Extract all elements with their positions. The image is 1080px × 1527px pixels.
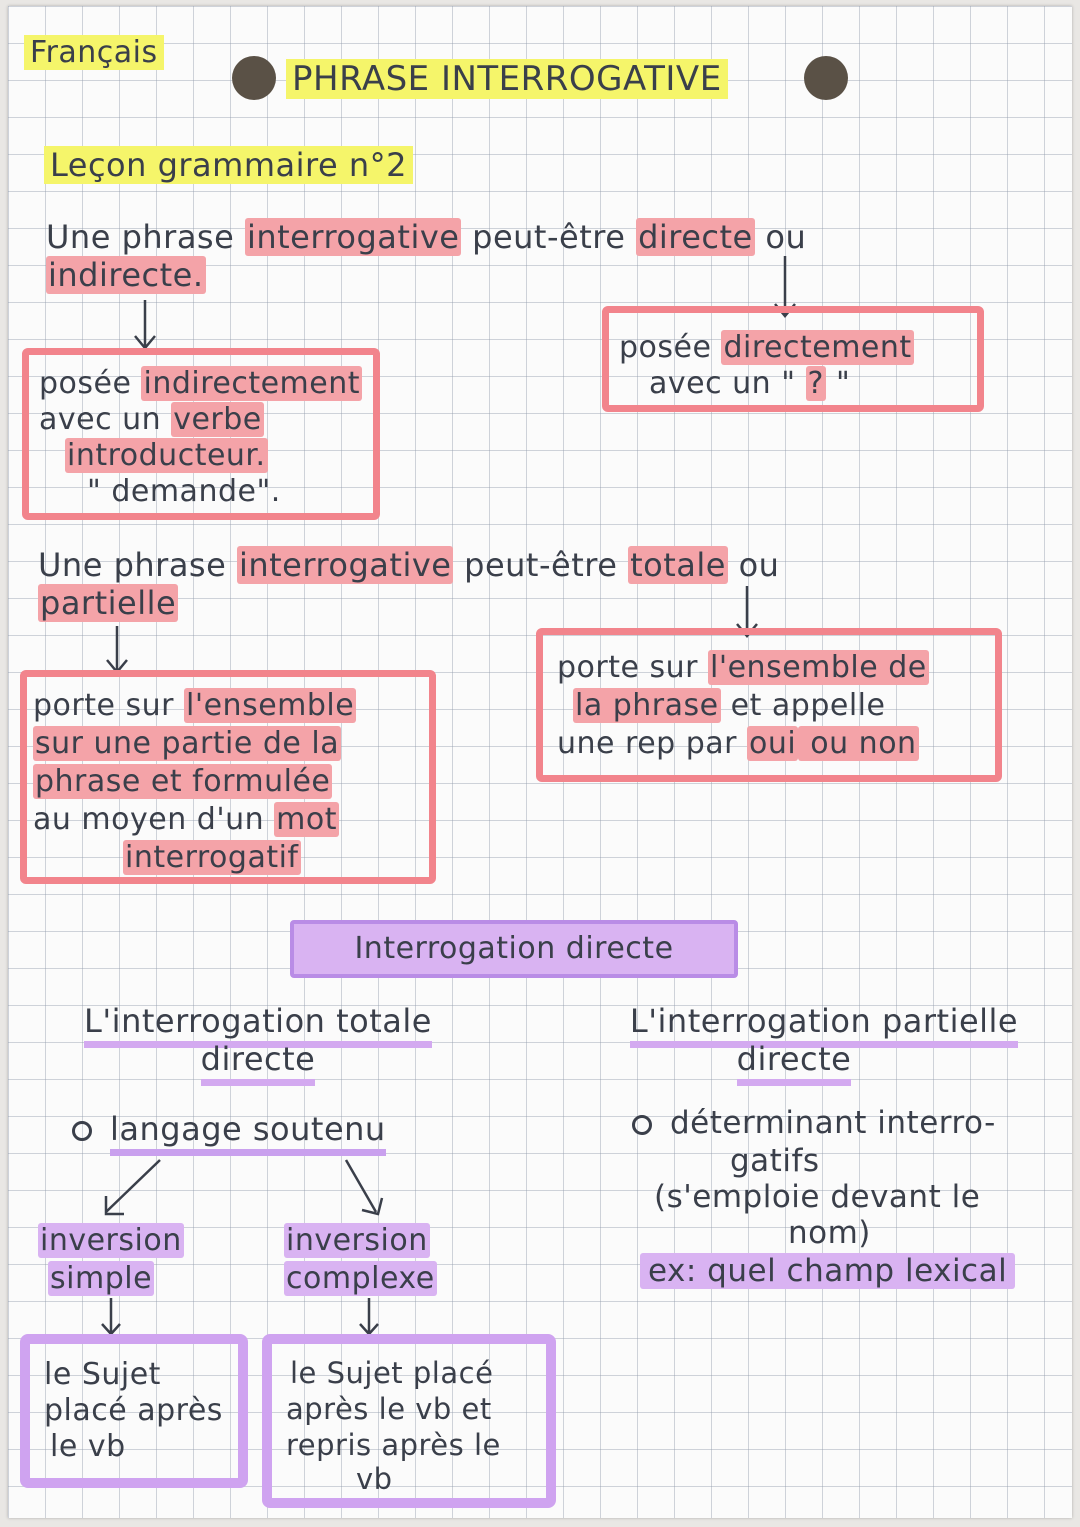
arrow-down-icon xyxy=(130,298,160,352)
indirect-line2: avec un verbe xyxy=(39,402,262,437)
partial-line5: interrogatif xyxy=(125,840,299,875)
s2-text-e: ou xyxy=(727,546,780,584)
total-definition-box xyxy=(536,628,1002,782)
page-title: PHRASE INTERROGATIVE xyxy=(286,60,728,98)
complex-box-line2: après le vb et xyxy=(286,1392,492,1426)
partial-line2: sur une partie de la xyxy=(35,726,340,761)
arrow-down-right-icon xyxy=(342,1156,392,1220)
right-title-line2: directe xyxy=(614,1040,974,1078)
inversion-complexe-line2: complexe xyxy=(286,1261,435,1296)
total-line3: une rep par oui ou non xyxy=(557,726,917,761)
arrow-down-icon xyxy=(96,1296,126,1338)
arrow-down-icon xyxy=(354,1296,384,1338)
s2-text-a: Une phrase xyxy=(38,546,237,584)
s1-text-c: peut-être xyxy=(461,218,637,256)
s2-interrogative: interrogative xyxy=(238,546,452,584)
partial-line1: porte sur l'ensemble xyxy=(33,688,355,723)
s2-text-c: peut-être xyxy=(453,546,629,584)
complex-box-line1: le Sujet placé xyxy=(290,1356,494,1390)
simple-box-line2: placé après xyxy=(44,1393,223,1428)
left-title-line2: directe xyxy=(48,1040,468,1078)
partial-line4: au moyen d'un mot xyxy=(33,802,337,837)
inversion-complexe-line1: inversion xyxy=(286,1223,428,1258)
s2-sentence-line1 xyxy=(38,546,779,584)
left-title-line1: L'interrogation totale xyxy=(48,1002,468,1040)
inversion-simple-line2: simple xyxy=(50,1261,153,1296)
interrogation-directe-heading-box xyxy=(290,920,738,978)
example-line: ex: quel champ lexical xyxy=(640,1252,1015,1290)
direct-line1: posée directement xyxy=(619,330,912,365)
right-title-line1: L'interrogation partielle xyxy=(614,1002,1034,1040)
interrogation-directe-heading: Interrogation directe xyxy=(354,931,674,966)
s1-sentence-line1 xyxy=(46,218,806,256)
total-line1: porte sur l'ensemble de xyxy=(557,650,927,685)
s1-text-e: ou xyxy=(754,218,807,256)
arrow-down-icon xyxy=(102,624,132,676)
indirect-line4: " demande". xyxy=(87,474,281,509)
total-line2: la phrase et appelle xyxy=(575,688,886,723)
inversion-simple-line1: inversion xyxy=(40,1223,182,1258)
bullet-langage-soutenu: langage soutenu xyxy=(72,1110,386,1148)
bullet-icon xyxy=(72,1121,92,1141)
bullet-determinant-line4: nom) xyxy=(788,1215,871,1251)
partial-definition-box xyxy=(20,670,436,884)
s2-sentence-line2: partielle xyxy=(40,584,177,622)
direct-definition-box xyxy=(602,306,984,412)
bullet-icon xyxy=(632,1115,652,1135)
punch-hole-right xyxy=(804,56,848,100)
bullet-determinant-line2: gatifs xyxy=(730,1143,820,1179)
indirect-definition-box xyxy=(22,348,380,520)
simple-box-line1: le Sujet xyxy=(44,1357,161,1392)
s1-text-a: Une phrase xyxy=(46,218,245,256)
s1-directe: directe xyxy=(638,218,753,256)
indirect-line3: introducteur. xyxy=(67,438,266,473)
indirect-line1: posée indirectement xyxy=(39,366,361,401)
complex-box-line3: repris après le xyxy=(286,1428,501,1462)
bullet-determinant-line3: (s'emploie devant le xyxy=(654,1179,981,1215)
complex-box-line4: vb xyxy=(356,1462,393,1496)
partial-line3: phrase et formulée xyxy=(35,764,331,799)
lesson-label: Leçon grammaire n°2 xyxy=(44,146,413,184)
inversion-complexe-box xyxy=(262,1334,556,1508)
bullet-determinant-line1: déterminant interro- xyxy=(632,1104,996,1142)
simple-box-line3: le vb xyxy=(50,1429,126,1464)
arrow-down-left-icon xyxy=(96,1156,166,1220)
s1-sentence-line2: indirecte. xyxy=(48,256,204,294)
inversion-simple-box xyxy=(20,1334,248,1488)
notebook-page xyxy=(8,6,1072,1518)
s2-totale: totale xyxy=(630,546,726,584)
punch-hole-left xyxy=(232,56,276,100)
subject-label: Français xyxy=(24,34,164,72)
direct-line2: avec un " ? " xyxy=(649,366,851,401)
s1-interrogative: interrogative xyxy=(246,218,460,256)
